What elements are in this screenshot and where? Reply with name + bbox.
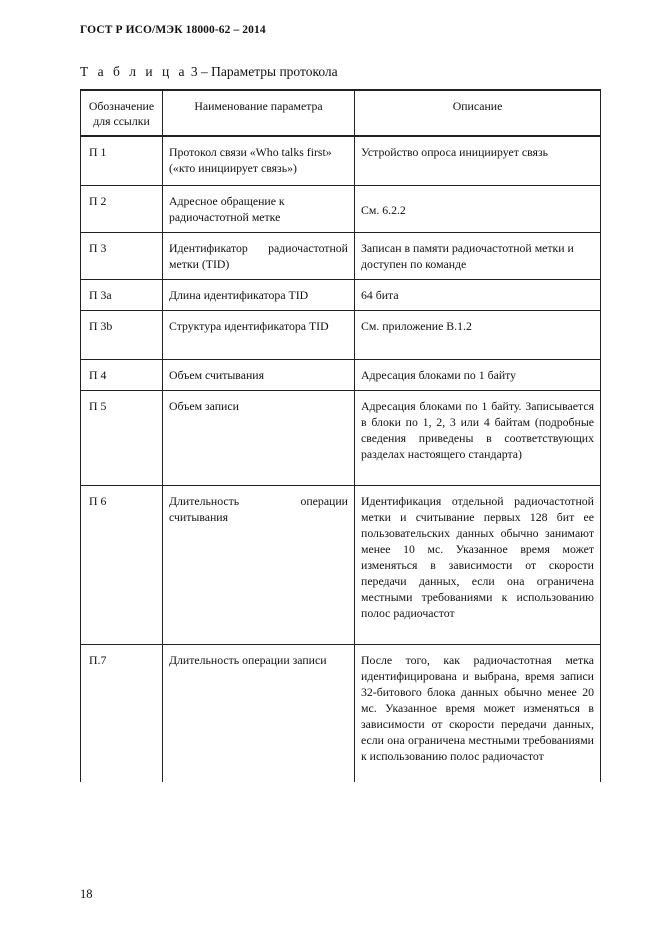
cell-name: Длительность операции записи: [163, 644, 355, 782]
table-caption-title: 3 – Параметры протокола: [190, 64, 338, 79]
cell-ref: П 3а: [81, 279, 163, 310]
table-row: [81, 136, 601, 185]
table-row: [81, 359, 601, 390]
cell-ref: П 6: [81, 485, 163, 644]
cell-name: Структура идентификатора TID: [163, 310, 355, 359]
cell-ref: П.7: [81, 644, 163, 782]
table-row: [81, 390, 601, 485]
cell-description: Записан в памяти радиочастотной метки и доступен по команде: [355, 232, 601, 279]
cell-description: Идентификация отдельной радиочастотной метки и считывание первых 128 бит ее пользовательских данных обычно занимают менее 10 мс. Указанное время может изменяться в зависимости от скорости передачи данных, если она ограничена местными требованиями к использованию полос радиочастот: [355, 485, 601, 644]
cell-name: Длина идентификатора TID: [163, 279, 355, 310]
header-ref: Обозначение для ссылки: [81, 90, 163, 136]
table-row: [81, 279, 601, 310]
cell-description: 64 бита: [355, 279, 601, 310]
cell-description: Устройство опроса инициирует связь: [355, 136, 601, 185]
cell-name: Длительность операции считывания: [163, 485, 355, 644]
table-caption-label: Т а б л и ц а: [80, 64, 188, 79]
cell-name: Идентификатор радиочастотной метки (TID): [163, 232, 355, 279]
parameters-table: [80, 89, 601, 782]
cell-description: См. приложение В.1.2: [355, 310, 601, 359]
table-row: [81, 232, 601, 279]
cell-name: Объем считывания: [163, 359, 355, 390]
page-number: 18: [80, 887, 93, 901]
cell-ref: П 5: [81, 390, 163, 485]
cell-description-text: См. 6.2.2: [361, 202, 406, 217]
cell-description: После того, как радиочастотная метка идентифицирована и выбрана, время записи 32-битового блока данных обычно менее 20 мс. Указанное время может изменяться в зависимости от скорости передачи данных, если она ограничена местными требованиями к использованию полос радиочастот: [355, 644, 601, 782]
table-caption: [80, 64, 338, 80]
cell-ref: П 3b: [81, 310, 163, 359]
cell-name: Объем записи: [163, 390, 355, 485]
document-header: ГОСТ Р ИСО/МЭК 18000-62 – 2014: [80, 24, 266, 36]
table-row: [81, 310, 601, 359]
table-row: [81, 185, 601, 232]
table-header-row: [81, 90, 601, 136]
header-description: Описание: [355, 90, 601, 136]
table-row: [81, 485, 601, 644]
cell-description: [355, 185, 601, 232]
cell-ref: П 1: [81, 136, 163, 185]
table-row: [81, 644, 601, 782]
header-name: Наименование параметра: [163, 90, 355, 136]
cell-ref: П 3: [81, 232, 163, 279]
parameters-table-container: [80, 89, 600, 782]
cell-name: Адресное обращение к радиочастотной метке: [163, 185, 355, 232]
cell-ref: П 2: [81, 185, 163, 232]
cell-description: Адресация блоками по 1 байту. Записывается в блоки по 1, 2, 3 или 4 байтам (подробные сведения приведены в соответствующих разделах настоящего стандарта): [355, 390, 601, 485]
cell-name: Протокол связи «Who talks first» («кто инициирует связь»): [163, 136, 355, 185]
cell-ref: П 4: [81, 359, 163, 390]
cell-description: Адресация блоками по 1 байту: [355, 359, 601, 390]
